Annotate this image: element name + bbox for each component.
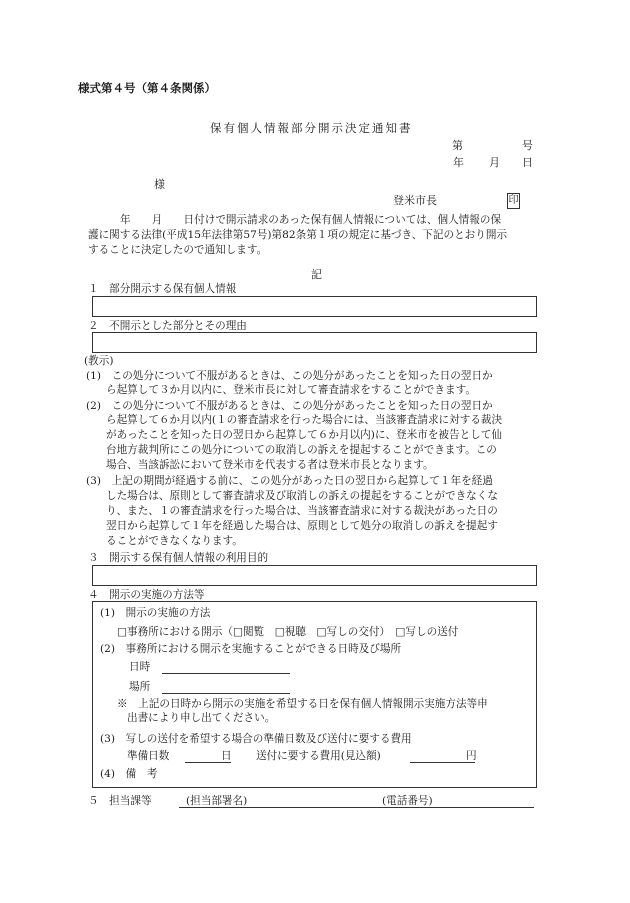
section-1-label: １ 部分開示する保有個人情報	[88, 283, 237, 295]
kyoji-heading: (教示)	[84, 355, 114, 367]
tanto-label: (担当部署名)	[186, 795, 248, 807]
section-1-field[interactable]	[92, 296, 537, 317]
note-2-line-1: (2) この処分について不服があるときは、この処分があったことを知った日の翌日か	[86, 400, 493, 412]
kome-note-line-2: 出書により申し出てください。	[127, 712, 276, 724]
issuer-name: 登米市長	[393, 194, 437, 207]
note-3-line-3: り、また、１の審査請求を行った場合は、当該審査請求に対する裁決があった日の	[106, 505, 498, 517]
section-4-1-label: (1) 開示の実施の方法	[100, 607, 211, 619]
section-2-field[interactable]	[92, 332, 537, 353]
note-3-line-5: ることができなくなります。	[106, 535, 243, 547]
form-number: 様式第４号（第４条関係）	[78, 81, 216, 95]
nichi-unit: 日	[221, 750, 232, 762]
number-go: 号	[522, 139, 533, 152]
section-4-label: ４ 開示の実施の方法等	[88, 589, 205, 601]
body-line-3: することに決定したので通知します。	[88, 244, 268, 256]
date-nen: 年	[453, 156, 464, 169]
body-line-1: 年 月 日付けで開示請求のあった保有個人情報については、個人情報の保	[120, 214, 502, 226]
junbi-label: 準備日数	[127, 750, 170, 762]
section-4-1-options[interactable]: □事務所における開示（□閲覧 □視聴 □写しの交付） □写しの送付	[117, 626, 459, 638]
soufu-label: 送付に要する費用(見込額)	[256, 750, 381, 762]
note-2-line-5: 場合、当該訴訟において登米市を代表する者は登米市長となります。	[106, 459, 434, 471]
section-5-label: ５ 担当課等	[88, 795, 152, 807]
document-title: 保有個人情報部分開示決定通知書	[210, 121, 413, 135]
date-hi: 日	[522, 156, 533, 169]
denwa-label: (電話番号)	[382, 795, 433, 807]
section-4-3-label: (3) 写しの送付を希望する場合の準備日数及び送付に要する費用	[100, 733, 412, 745]
number-dai: 第	[452, 139, 463, 152]
note-1-line-2: ら起算して３か月以内に、登米市長に対して審査請求をすることができます。	[106, 384, 476, 396]
nichiji-line[interactable]	[162, 673, 290, 674]
body-line-2: 護に関する法律(平成15年法律第57号)第82条第１項の規定に基づき、下記のとおり開示	[88, 229, 508, 241]
nichiji-label: 日時	[129, 661, 151, 673]
basho-label: 場所	[129, 681, 151, 693]
section-2-label: ２ 不開示とした部分とその理由	[88, 320, 247, 332]
basho-line[interactable]	[162, 693, 290, 694]
section-3-field[interactable]	[92, 565, 537, 586]
note-3-line-4: 翌日から起算して１年を経過した場合は、原則として処分の取消しの訴えを提起す	[106, 520, 498, 532]
note-2-line-4: 台地方裁判所にこの処分についての取消しの訴えを提起することができます。この	[106, 444, 497, 456]
en-unit: 円	[466, 750, 477, 762]
kome-note-line-1: ※ 上記の日時から開示の実施を希望する日を保有個人情報開示実施方法等申	[117, 698, 488, 710]
section-4-4-label: (4) 備 考	[100, 768, 158, 780]
addressee-sama: 様	[154, 178, 165, 191]
ki-heading: 記	[311, 268, 322, 281]
section-4-2-label: (2) 事務所における開示を実施することができる日時及び場所	[100, 643, 402, 655]
seal-mark: 印	[507, 193, 520, 209]
note-2-line-3: があったことを知った日の翌日から起算して６か月以内)に、登米市を被告として仙	[106, 429, 502, 441]
section-3-label: ３ 開示する保有個人情報の利用目的	[88, 552, 269, 564]
note-1-line-1: (1) この処分について不服があるときは、この処分があったことを知った日の翌日か	[86, 370, 493, 382]
note-3-line-2: した場合は、原則として審査請求及び取消しの訴えの提起をすることができなくな	[106, 490, 498, 502]
note-3-line-1: (3) 上記の期間が経過する前に、この処分があった日の翌日から起算して１年を経過	[86, 475, 493, 487]
date-tsuki: 月	[489, 156, 500, 169]
note-2-line-2: ら起算して６か月以内(１の審査請求を行った場合には、当該審査請求に対する裁決	[106, 414, 503, 426]
